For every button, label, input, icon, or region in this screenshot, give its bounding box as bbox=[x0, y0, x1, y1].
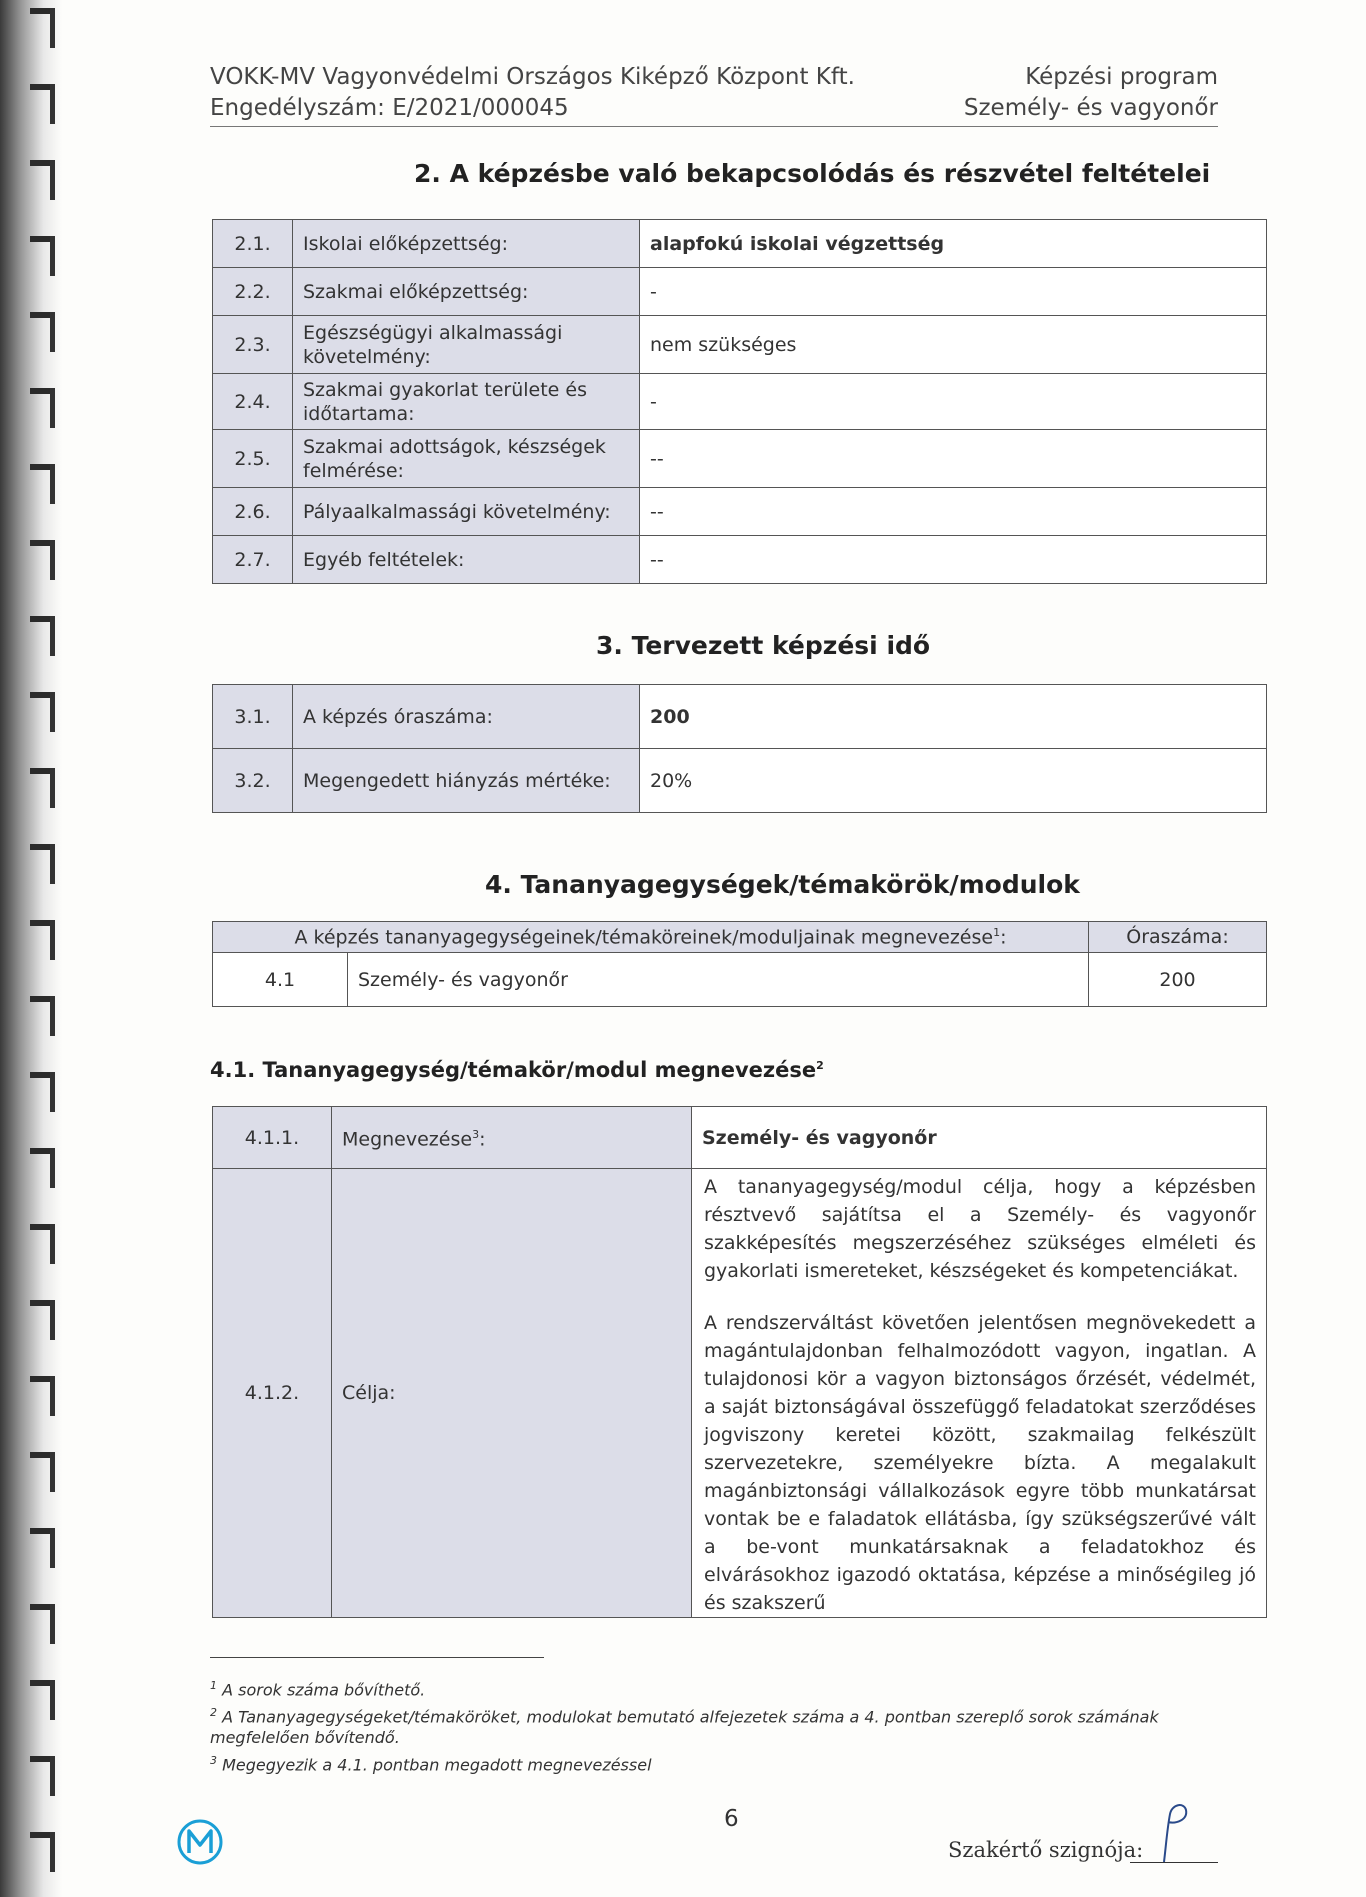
binding-ring bbox=[30, 8, 52, 14]
binding-ring bbox=[30, 692, 52, 698]
header-license: Engedélyszám: E/2021/000045 bbox=[210, 95, 569, 121]
table-row bbox=[213, 1107, 1267, 1169]
binding-ring bbox=[30, 1452, 52, 1458]
binding-ring bbox=[50, 1376, 55, 1416]
binding-ring bbox=[50, 1832, 55, 1872]
table-row bbox=[213, 374, 1267, 430]
signature-label: Szakértő szignója: bbox=[948, 1838, 1144, 1862]
binding-ring bbox=[30, 1680, 52, 1686]
table-row bbox=[213, 268, 1267, 316]
table-row bbox=[213, 220, 1267, 268]
section-4-table bbox=[212, 921, 1267, 1007]
table-row bbox=[213, 536, 1267, 584]
row-number: 4.1.1. bbox=[213, 1107, 332, 1169]
footnote-divider bbox=[210, 1657, 544, 1658]
header-org: VOKK-MV Vagyonvédelmi Országos Kiképző Központ Kft. bbox=[210, 64, 855, 90]
row-label: Megengedett hiányzás mértéke: bbox=[293, 749, 640, 813]
page-number: 6 bbox=[724, 1806, 739, 1832]
binding-ring bbox=[30, 1224, 52, 1230]
row-number: 2.4. bbox=[213, 374, 293, 430]
binding-ring bbox=[50, 768, 55, 808]
row-number: 4.1 bbox=[213, 953, 348, 1007]
row-number: 2.6. bbox=[213, 488, 293, 536]
row-number: 2.2. bbox=[213, 268, 293, 316]
row-number: 2.5. bbox=[213, 430, 293, 488]
header-doc-type: Képzési program bbox=[1025, 64, 1218, 90]
table-row bbox=[213, 316, 1267, 374]
row-value: -- bbox=[640, 536, 1267, 584]
binding-ring bbox=[30, 1604, 52, 1610]
binding-ring bbox=[50, 464, 55, 504]
row-value: -- bbox=[640, 488, 1267, 536]
row-value: 20% bbox=[640, 749, 1267, 813]
binding-ring bbox=[50, 1680, 55, 1720]
signature-mark-icon bbox=[1150, 1800, 1200, 1864]
binding-ring bbox=[30, 1756, 52, 1762]
table-header-row bbox=[213, 922, 1267, 953]
header-program: Személy- és vagyonőr bbox=[963, 95, 1218, 121]
row-value: - bbox=[640, 374, 1267, 430]
row-label: Egészségügyi alkalmassági követelmény: bbox=[293, 316, 640, 374]
section-4-1-title: 4.1. Tananyagegység/témakör/modul megnevezése$^2$ bbox=[210, 1058, 824, 1082]
binding-ring bbox=[30, 768, 52, 774]
binding-ring bbox=[50, 1148, 55, 1188]
binding-ring bbox=[30, 1300, 52, 1306]
row-value: 200 bbox=[640, 685, 1267, 749]
binding-ring bbox=[30, 312, 52, 318]
section-3-table bbox=[212, 684, 1267, 813]
row-label: Célja: bbox=[332, 1169, 692, 1618]
row-number: 3.2. bbox=[213, 749, 293, 813]
page-header bbox=[210, 62, 1218, 124]
table-row bbox=[213, 430, 1267, 488]
binding-ring bbox=[50, 1528, 55, 1568]
binding-ring bbox=[50, 1452, 55, 1492]
binding-ring bbox=[50, 540, 55, 580]
binding-ring bbox=[30, 160, 52, 166]
binding-ring bbox=[30, 84, 52, 90]
section-2-table bbox=[212, 219, 1267, 584]
binding-ring bbox=[30, 920, 52, 926]
row-value: -- bbox=[640, 430, 1267, 488]
footnote: $^1$ A sorok száma bővíthető. bbox=[210, 1679, 426, 1700]
section-3-title: 3. Tervezett képzési idő bbox=[596, 631, 931, 660]
binding-ring bbox=[30, 1148, 52, 1154]
binding-ring bbox=[50, 920, 55, 960]
binding-ring bbox=[50, 996, 55, 1036]
row-label: Pályaalkalmassági követelmény: bbox=[293, 488, 640, 536]
binding-ring bbox=[50, 1756, 55, 1796]
section-4-1-table bbox=[212, 1106, 1267, 1618]
row-number: 2.3. bbox=[213, 316, 293, 374]
binding-ring bbox=[30, 996, 52, 1002]
company-logo-icon bbox=[176, 1818, 224, 1866]
section-4-title: 4. Tananyagegységek/témakörök/modulok bbox=[485, 870, 1080, 899]
row-label: Egyéb feltételek: bbox=[293, 536, 640, 584]
binding-ring bbox=[30, 1528, 52, 1534]
binding-ring bbox=[50, 84, 55, 124]
goal-paragraph: A tananyagegység/modul célja, hogy a képzésben résztvevő sajátítsa el a Személy- és vagyonőr szakképesítés megszerzéséhez szükséges elméleti és gyakorlati ismereteket, készségeket és kompetenciákat. bbox=[704, 1176, 1256, 1282]
binding-ring bbox=[50, 236, 55, 276]
table-row bbox=[213, 1169, 1267, 1618]
binding-ring bbox=[50, 844, 55, 884]
binding-ring bbox=[50, 8, 55, 48]
signature-line bbox=[1130, 1862, 1218, 1863]
row-value: alapfokú iskolai végzettség bbox=[640, 220, 1267, 268]
binding-ring bbox=[50, 388, 55, 428]
binding-ring bbox=[30, 388, 52, 394]
binding-ring bbox=[30, 540, 52, 546]
row-number: 2.1. bbox=[213, 220, 293, 268]
row-label: A képzés óraszáma: bbox=[293, 685, 640, 749]
spiral-binding bbox=[0, 0, 62, 1897]
row-label: Szakmai előképzettség: bbox=[293, 268, 640, 316]
row-value: - bbox=[640, 268, 1267, 316]
binding-ring bbox=[30, 844, 52, 850]
binding-ring bbox=[50, 160, 55, 200]
row-label: Iskolai előképzettség: bbox=[293, 220, 640, 268]
table-row bbox=[213, 953, 1267, 1007]
binding-ring bbox=[50, 1072, 55, 1112]
table-row bbox=[213, 685, 1267, 749]
goal-paragraph: A rendszerváltást követően jelentősen megnövekedett a magántulajdonban felhalmozódott vagyon, ingatlan. A tulajdonosi kör a vagyon biztonságos őrzését, védelmét, a saját biztonságával összefüggő feladatokat szerződéses jogviszony keretei között, szakmailag felkészült szervezetekre, személyekre bízta. A megalakult magánbiztonsági vállalkozások egyre több munkatársat vontak be e faladatok ellátásba, így szükségszerűvé vált a be-vont munkatársaknak a feladatokhoz és elvárásokhoz igazodó oktatása, képzése a minőségileg jó és szakszerű bbox=[704, 1312, 1256, 1614]
binding-ring bbox=[50, 616, 55, 656]
binding-ring bbox=[30, 1832, 52, 1838]
section-2-title: 2. A képzésbe való bekapcsolódás és részvétel feltételei bbox=[414, 159, 1211, 188]
binding-ring bbox=[30, 464, 52, 470]
binding-ring bbox=[50, 1300, 55, 1340]
row-hours: 200 bbox=[1089, 953, 1267, 1007]
column-header-hours: Óraszáma: bbox=[1089, 922, 1267, 953]
header-divider bbox=[210, 126, 1218, 127]
binding-ring bbox=[50, 312, 55, 352]
binding-ring bbox=[50, 692, 55, 732]
table-row bbox=[213, 749, 1267, 813]
goal-text bbox=[692, 1169, 1267, 1618]
footnote: $^3$ Megegyezik a 4.1. pontban megadott megnevezéssel bbox=[210, 1754, 652, 1775]
row-number: 2.7. bbox=[213, 536, 293, 584]
binding-ring bbox=[30, 1072, 52, 1078]
binding-ring bbox=[30, 236, 52, 242]
row-value: Személy- és vagyonőr bbox=[692, 1107, 1267, 1169]
row-label: Szakmai gyakorlat területe és időtartama: bbox=[293, 374, 640, 430]
footnote: $^2$ A Tananyagegységeket/témaköröket, modulokat bemutató alfejezetek száma a 4. pontban szereplő sorok számának megfelelően bővítendő. bbox=[210, 1706, 1159, 1748]
binding-ring bbox=[30, 616, 52, 622]
binding-ring bbox=[50, 1224, 55, 1264]
row-name: Személy- és vagyonőr bbox=[348, 953, 1089, 1007]
binding-ring bbox=[50, 1604, 55, 1644]
row-label: Megnevezése$^3$: bbox=[332, 1107, 692, 1169]
row-value: nem szükséges bbox=[640, 316, 1267, 374]
row-label: Szakmai adottságok, készségek felmérése: bbox=[293, 430, 640, 488]
binding-ring bbox=[30, 1376, 52, 1382]
table-row bbox=[213, 488, 1267, 536]
row-number: 3.1. bbox=[213, 685, 293, 749]
column-header-name: A képzés tananyagegységeinek/témaköreinek/moduljainak megnevezése$^1$: bbox=[213, 922, 1089, 953]
row-number: 4.1.2. bbox=[213, 1169, 332, 1618]
